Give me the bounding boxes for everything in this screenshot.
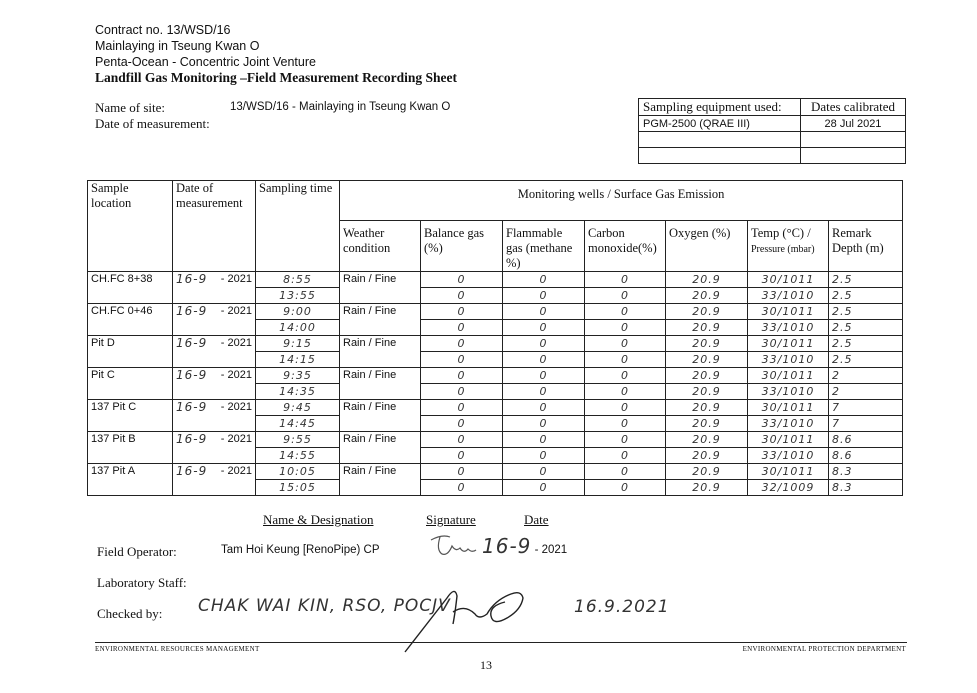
project-name: Mainlaying in Tseung Kwan O <box>95 39 260 53</box>
balance-gas-cell: 0 <box>421 480 503 496</box>
flammable-gas-cell: 0 <box>503 400 585 416</box>
balance-gas-cell: 0 <box>421 400 503 416</box>
oxygen-cell: 20.9 <box>666 416 748 432</box>
oxygen-header: Oxygen (%) <box>666 221 748 272</box>
flammable-gas-cell: 0 <box>503 336 585 352</box>
balance-gas-cell: 0 <box>421 384 503 400</box>
sampling-time-cell: 14:45 <box>256 416 340 432</box>
carbon-monoxide-cell: 0 <box>585 272 666 288</box>
measurement-date-label: Date of measurement: <box>95 116 210 131</box>
equipment-blank <box>639 132 801 148</box>
date-handwritten: 16-9 <box>176 336 208 350</box>
measurement-date-cell <box>173 368 256 400</box>
date-handwritten: 16-9 <box>176 272 208 286</box>
calibrated-blank <box>801 132 906 148</box>
equipment-table <box>638 98 906 164</box>
footer-right: ENVIRONMENTAL PROTECTION DEPARTMENT <box>742 645 906 653</box>
date-year: - 2021 <box>220 305 252 317</box>
balance-gas-cell: 0 <box>421 272 503 288</box>
carbon-monoxide-cell: 0 <box>585 336 666 352</box>
carbon-monoxide-cell: 0 <box>585 416 666 432</box>
date-year: - 2021 <box>220 273 252 285</box>
date-year: - 2021 <box>220 465 252 477</box>
carbon-monoxide-cell: 0 <box>585 368 666 384</box>
temp-pressure-cell: 32/1009 <box>748 480 829 496</box>
sample-location-cell: 137 Pit B <box>88 432 173 464</box>
balance-gas-header: Balance gas (%) <box>421 221 503 272</box>
measurement-date-cell <box>173 272 256 304</box>
flammable-gas-cell: 0 <box>503 288 585 304</box>
balance-gas-cell: 0 <box>421 448 503 464</box>
oxygen-cell: 20.9 <box>666 352 748 368</box>
temp-pressure-cell: 30/1011 <box>748 400 829 416</box>
carbon-monoxide-cell: 0 <box>585 400 666 416</box>
remark-depth-cell: 2.5 <box>829 304 903 320</box>
flammable-gas-header: Flammable gas (methane %) <box>503 221 585 272</box>
balance-gas-cell: 0 <box>421 432 503 448</box>
date-year: - 2021 <box>220 401 252 413</box>
sample-location-cell: Pit C <box>88 368 173 400</box>
date-handwritten: 16-9 <box>176 432 208 446</box>
sample-location-cell: 137 Pit C <box>88 400 173 432</box>
date-handwritten: 16-9 <box>176 368 208 382</box>
temp-pressure-cell: 33/1010 <box>748 352 829 368</box>
equipment-blank <box>639 148 801 164</box>
flammable-gas-cell: 0 <box>503 320 585 336</box>
field-operator-name: Tam Hoi Keung [RenoPipe) CP <box>221 544 380 556</box>
carbon-monoxide-cell: 0 <box>585 448 666 464</box>
pressure-header: Pressure (mbar) <box>751 244 815 255</box>
field-operator-label: Field Operator: <box>97 544 177 559</box>
sampling-time-cell: 9:45 <box>256 400 340 416</box>
document-header <box>95 22 457 86</box>
flammable-gas-cell: 0 <box>503 384 585 400</box>
calibrated-header: Dates calibrated <box>801 99 906 116</box>
weather-cell: Rain / Fine <box>340 432 421 464</box>
sample-location-cell: 137 Pit A <box>88 464 173 496</box>
carbon-monoxide-cell: 0 <box>585 480 666 496</box>
temp-pressure-cell: 30/1011 <box>748 432 829 448</box>
field-operator-date <box>482 534 567 558</box>
sample-location-header: Sample location <box>88 181 173 272</box>
carbon-monoxide-cell: 0 <box>585 432 666 448</box>
table-row <box>88 304 903 320</box>
oxygen-cell: 20.9 <box>666 480 748 496</box>
date-header: Date of measurement <box>173 181 256 272</box>
balance-gas-cell: 0 <box>421 304 503 320</box>
checked-by-label: Checked by: <box>97 606 163 621</box>
footer-left: ENVIRONMENTAL RESOURCES MANAGEMENT <box>95 645 260 653</box>
flammable-gas-cell: 0 <box>503 416 585 432</box>
page-number: 13 <box>480 658 492 672</box>
remark-depth-cell: 7 <box>829 400 903 416</box>
date-handwritten: 16-9 <box>176 304 208 318</box>
table-row <box>88 464 903 480</box>
temp-pressure-cell: 30/1011 <box>748 368 829 384</box>
contractor-name: Penta-Ocean - Concentric Joint Venture <box>95 55 316 69</box>
temp-pressure-cell: 30/1011 <box>748 336 829 352</box>
remark-depth-cell: 2.5 <box>829 288 903 304</box>
weather-cell: Rain / Fine <box>340 304 421 336</box>
oxygen-cell: 20.9 <box>666 448 748 464</box>
sampling-time-cell: 9:35 <box>256 368 340 384</box>
oxygen-cell: 20.9 <box>666 432 748 448</box>
temp-pressure-cell: 30/1011 <box>748 272 829 288</box>
sampling-time-cell: 9:00 <box>256 304 340 320</box>
remark-depth-cell: 2.5 <box>829 352 903 368</box>
remark-depth-cell: 2.5 <box>829 272 903 288</box>
weather-cell: Rain / Fine <box>340 464 421 496</box>
date-handwritten: 16-9 <box>176 464 208 478</box>
sampling-time-cell: 14:35 <box>256 384 340 400</box>
table-row <box>88 368 903 384</box>
sampling-time-cell: 8:55 <box>256 272 340 288</box>
temp-pressure-cell: 30/1011 <box>748 464 829 480</box>
temp-header: Temp (°C) / <box>751 226 811 240</box>
oxygen-cell: 20.9 <box>666 288 748 304</box>
weather-header: Weather condition <box>340 221 421 272</box>
sampling-time-cell: 14:55 <box>256 448 340 464</box>
flammable-gas-cell: 0 <box>503 432 585 448</box>
name-designation-heading: Name & Designation <box>263 512 374 527</box>
flammable-gas-cell: 0 <box>503 368 585 384</box>
field-operator-date-year: - 2021 <box>534 544 568 556</box>
weather-cell: Rain / Fine <box>340 272 421 304</box>
checked-by-date: 16.9.2021 <box>574 597 670 617</box>
measurement-rows <box>88 272 903 496</box>
temp-pressure-cell: 33/1010 <box>748 448 829 464</box>
balance-gas-cell: 0 <box>421 320 503 336</box>
flammable-gas-cell: 0 <box>503 352 585 368</box>
calibrated-blank <box>801 148 906 164</box>
remark-depth-cell: 7 <box>829 416 903 432</box>
temp-pressure-cell: 33/1010 <box>748 320 829 336</box>
sampling-time-cell: 14:15 <box>256 352 340 368</box>
remark-depth-cell: 2 <box>829 384 903 400</box>
oxygen-cell: 20.9 <box>666 272 748 288</box>
calibrated-value: 28 Jul 2021 <box>801 116 906 132</box>
table-row <box>88 432 903 448</box>
sampling-time-cell: 9:15 <box>256 336 340 352</box>
site-name-value: 13/WSD/16 - Mainlaying in Tseung Kwan O <box>230 101 451 113</box>
checked-by-signature <box>395 580 570 655</box>
temp-pressure-cell: 30/1011 <box>748 304 829 320</box>
footer-rule <box>95 642 907 643</box>
flammable-gas-cell: 0 <box>503 304 585 320</box>
balance-gas-cell: 0 <box>421 464 503 480</box>
balance-gas-cell: 0 <box>421 416 503 432</box>
table-row <box>88 400 903 416</box>
oxygen-cell: 20.9 <box>666 304 748 320</box>
weather-cell: Rain / Fine <box>340 336 421 368</box>
checked-by-name: CHAK WAI KIN, RSO, POCJV <box>198 596 451 616</box>
measurement-table <box>87 180 903 496</box>
balance-gas-cell: 0 <box>421 352 503 368</box>
carbon-monoxide-cell: 0 <box>585 288 666 304</box>
flammable-gas-cell: 0 <box>503 480 585 496</box>
date-year: - 2021 <box>220 369 252 381</box>
flammable-gas-cell: 0 <box>503 448 585 464</box>
flammable-gas-cell: 0 <box>503 272 585 288</box>
sampling-time-cell: 13:55 <box>256 288 340 304</box>
temp-pressure-cell: 33/1010 <box>748 416 829 432</box>
sampling-time-cell: 9:55 <box>256 432 340 448</box>
remark-depth-cell: 8.3 <box>829 464 903 480</box>
date-year: - 2021 <box>220 337 252 349</box>
balance-gas-cell: 0 <box>421 288 503 304</box>
oxygen-cell: 20.9 <box>666 384 748 400</box>
equipment-header: Sampling equipment used: <box>639 99 801 116</box>
measurement-date-cell <box>173 400 256 432</box>
sample-location-cell: Pit D <box>88 336 173 368</box>
carbon-monoxide-header: Carbon monoxide(%) <box>585 221 666 272</box>
measurement-date-cell <box>173 304 256 336</box>
weather-cell: Rain / Fine <box>340 368 421 400</box>
signature-heading: Signature <box>426 512 476 527</box>
site-info <box>95 100 210 132</box>
balance-gas-cell: 0 <box>421 336 503 352</box>
temp-pressure-cell: 33/1010 <box>748 288 829 304</box>
remark-depth-cell: 8.6 <box>829 448 903 464</box>
sampling-time-cell: 15:05 <box>256 480 340 496</box>
remark-header: Remark Depth (m) <box>829 221 903 272</box>
measurement-date-cell <box>173 336 256 368</box>
sample-location-cell: CH.FC 8+38 <box>88 272 173 304</box>
equipment-value: PGM-2500 (QRAE III) <box>639 116 801 132</box>
monitoring-header: Monitoring wells / Surface Gas Emission <box>340 181 903 221</box>
balance-gas-cell: 0 <box>421 368 503 384</box>
remark-depth-cell: 2.5 <box>829 336 903 352</box>
remark-depth-cell: 2 <box>829 368 903 384</box>
oxygen-cell: 20.9 <box>666 400 748 416</box>
contract-number: Contract no. 13/WSD/16 <box>95 23 231 37</box>
oxygen-cell: 20.9 <box>666 368 748 384</box>
table-row <box>88 272 903 288</box>
carbon-monoxide-cell: 0 <box>585 304 666 320</box>
remark-depth-cell: 8.6 <box>829 432 903 448</box>
sampling-time-header: Sampling time <box>256 181 340 272</box>
weather-cell: Rain / Fine <box>340 400 421 432</box>
carbon-monoxide-cell: 0 <box>585 384 666 400</box>
carbon-monoxide-cell: 0 <box>585 352 666 368</box>
sheet-title: Landfill Gas Monitoring –Field Measurement Recording Sheet <box>95 70 457 85</box>
oxygen-cell: 20.9 <box>666 320 748 336</box>
flammable-gas-cell: 0 <box>503 464 585 480</box>
remark-depth-cell: 8.3 <box>829 480 903 496</box>
date-handwritten: 16-9 <box>176 400 208 414</box>
temp-pressure-header <box>748 221 829 272</box>
sampling-time-cell: 14:00 <box>256 320 340 336</box>
temp-pressure-cell: 33/1010 <box>748 384 829 400</box>
remark-depth-cell: 2.5 <box>829 320 903 336</box>
date-heading: Date <box>524 512 549 527</box>
field-operator-signature <box>428 532 478 562</box>
sampling-time-cell: 10:05 <box>256 464 340 480</box>
measurement-date-cell <box>173 464 256 496</box>
site-name-label: Name of site: <box>95 100 166 115</box>
oxygen-cell: 20.9 <box>666 464 748 480</box>
field-operator-date-handwritten: 16-9 <box>482 534 532 558</box>
table-row <box>88 336 903 352</box>
date-year: - 2021 <box>220 433 252 445</box>
laboratory-staff-label: Laboratory Staff: <box>97 575 187 590</box>
carbon-monoxide-cell: 0 <box>585 320 666 336</box>
carbon-monoxide-cell: 0 <box>585 464 666 480</box>
measurement-date-cell <box>173 432 256 464</box>
sample-location-cell: CH.FC 0+46 <box>88 304 173 336</box>
oxygen-cell: 20.9 <box>666 336 748 352</box>
